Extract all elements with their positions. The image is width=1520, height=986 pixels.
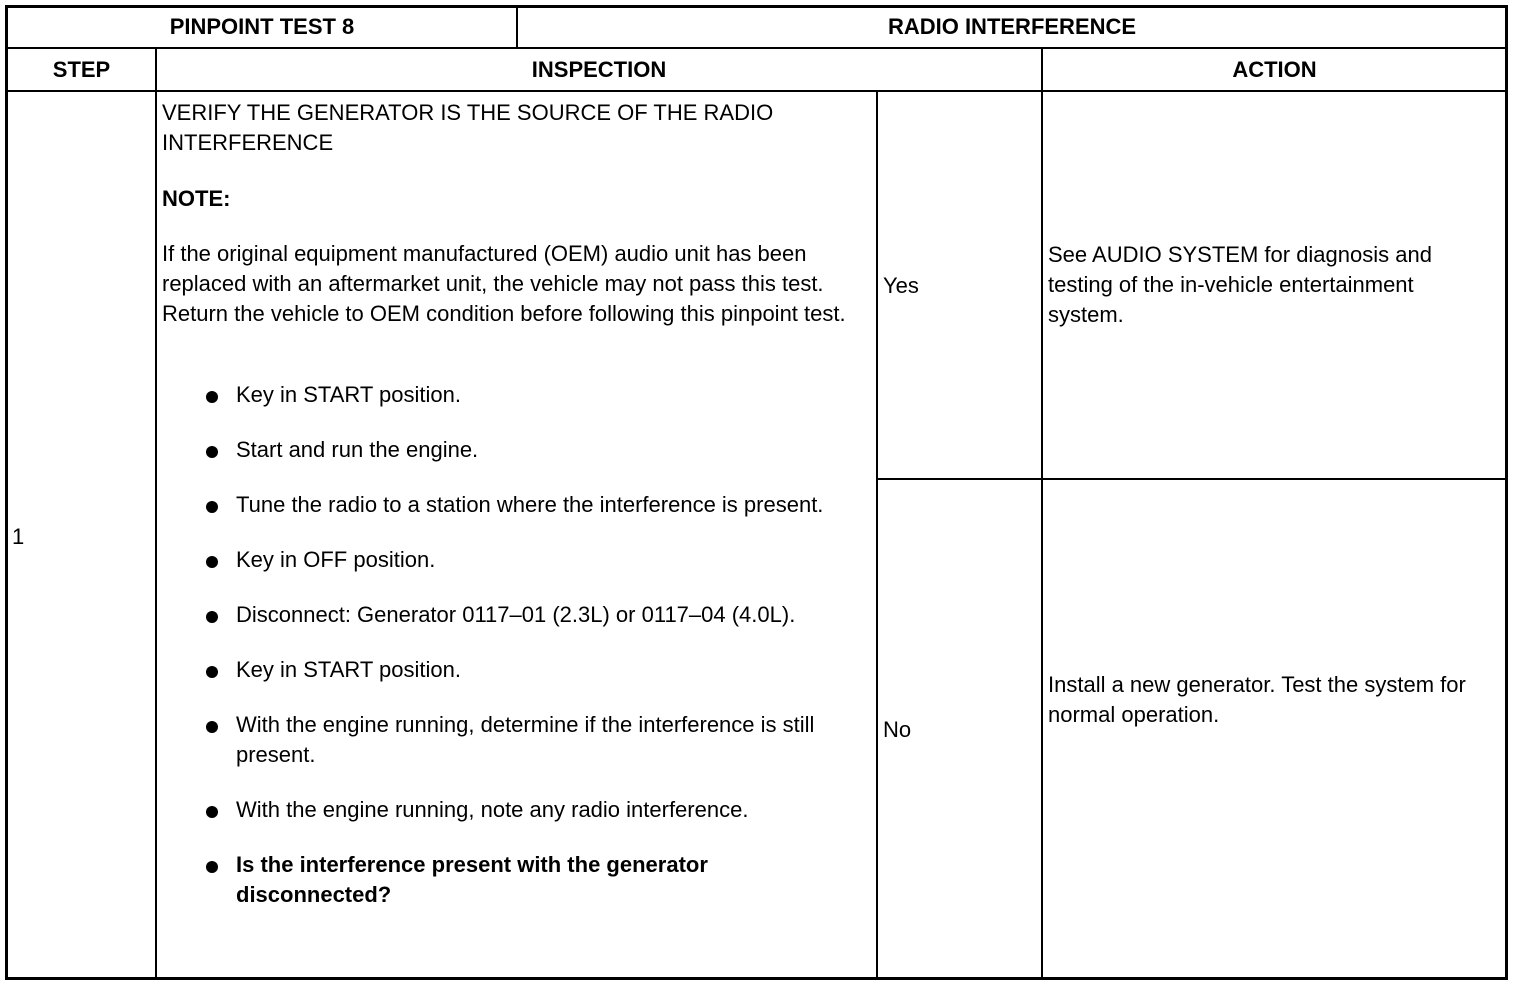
list-item: With the engine running, note any radio interference. (200, 795, 840, 825)
bullet-icon (206, 501, 218, 513)
list-item: Disconnect: Generator 0117–01 (2.3L) or 0117–04 (4.0L). (200, 600, 840, 630)
test-title: RADIO INTERFERENCE (887, 14, 1137, 39)
list-item: Key in START position. (200, 380, 840, 410)
bullet-icon (206, 446, 218, 458)
step-heading: VERIFY THE GENERATOR IS THE SOURCE OF THE RADIO INTERFERENCE (162, 100, 774, 155)
bullet-icon (206, 806, 218, 818)
list-item: With the engine running, determine if the interference is still present. (200, 710, 840, 770)
step-number: 1 (12, 524, 25, 549)
bullet-icon (206, 611, 218, 623)
list-item: Start and run the engine. (200, 435, 840, 465)
bullet-icon (206, 721, 218, 733)
inspection-steps (200, 380, 840, 935)
list-item-question: Is the interference present with the generator disconnected? (200, 850, 840, 910)
answer-yes: Yes (883, 273, 919, 298)
column-header-divider (5, 90, 1508, 92)
column-header-step: STEP (52, 57, 111, 82)
column-header-action: ACTION (1232, 57, 1317, 82)
note-text: If the original equipment manufactured (OEM) audio unit has been replaced with an aftermarket unit, the vehicle may not pass this test. Return the vehicle to OEM condition before following this pinpoint test. (162, 241, 846, 326)
list-item: Key in START position. (200, 655, 840, 685)
list-item: Tune the radio to a station where the interference is present. (200, 490, 840, 520)
bullet-icon (206, 391, 218, 403)
answer-no: No (883, 717, 912, 742)
bullet-icon (206, 666, 218, 678)
bullet-icon (206, 861, 218, 873)
test-label: PINPOINT TEST 8 (169, 14, 355, 39)
action-no: Install a new generator. Test the system for normal operation. (1048, 672, 1466, 727)
step-column-divider (155, 47, 157, 980)
column-header-inspection: INSPECTION (531, 57, 667, 82)
header-divider (5, 47, 1508, 49)
action-yes: See AUDIO SYSTEM for diagnosis and testing of the in-vehicle entertainment system. (1048, 242, 1432, 327)
action-column-divider (1041, 47, 1043, 980)
answer-column-divider (876, 90, 878, 980)
bullet-icon (206, 556, 218, 568)
answer-divider (876, 478, 1508, 480)
note-label: NOTE: (162, 186, 231, 211)
list-item: Key in OFF position. (200, 545, 840, 575)
